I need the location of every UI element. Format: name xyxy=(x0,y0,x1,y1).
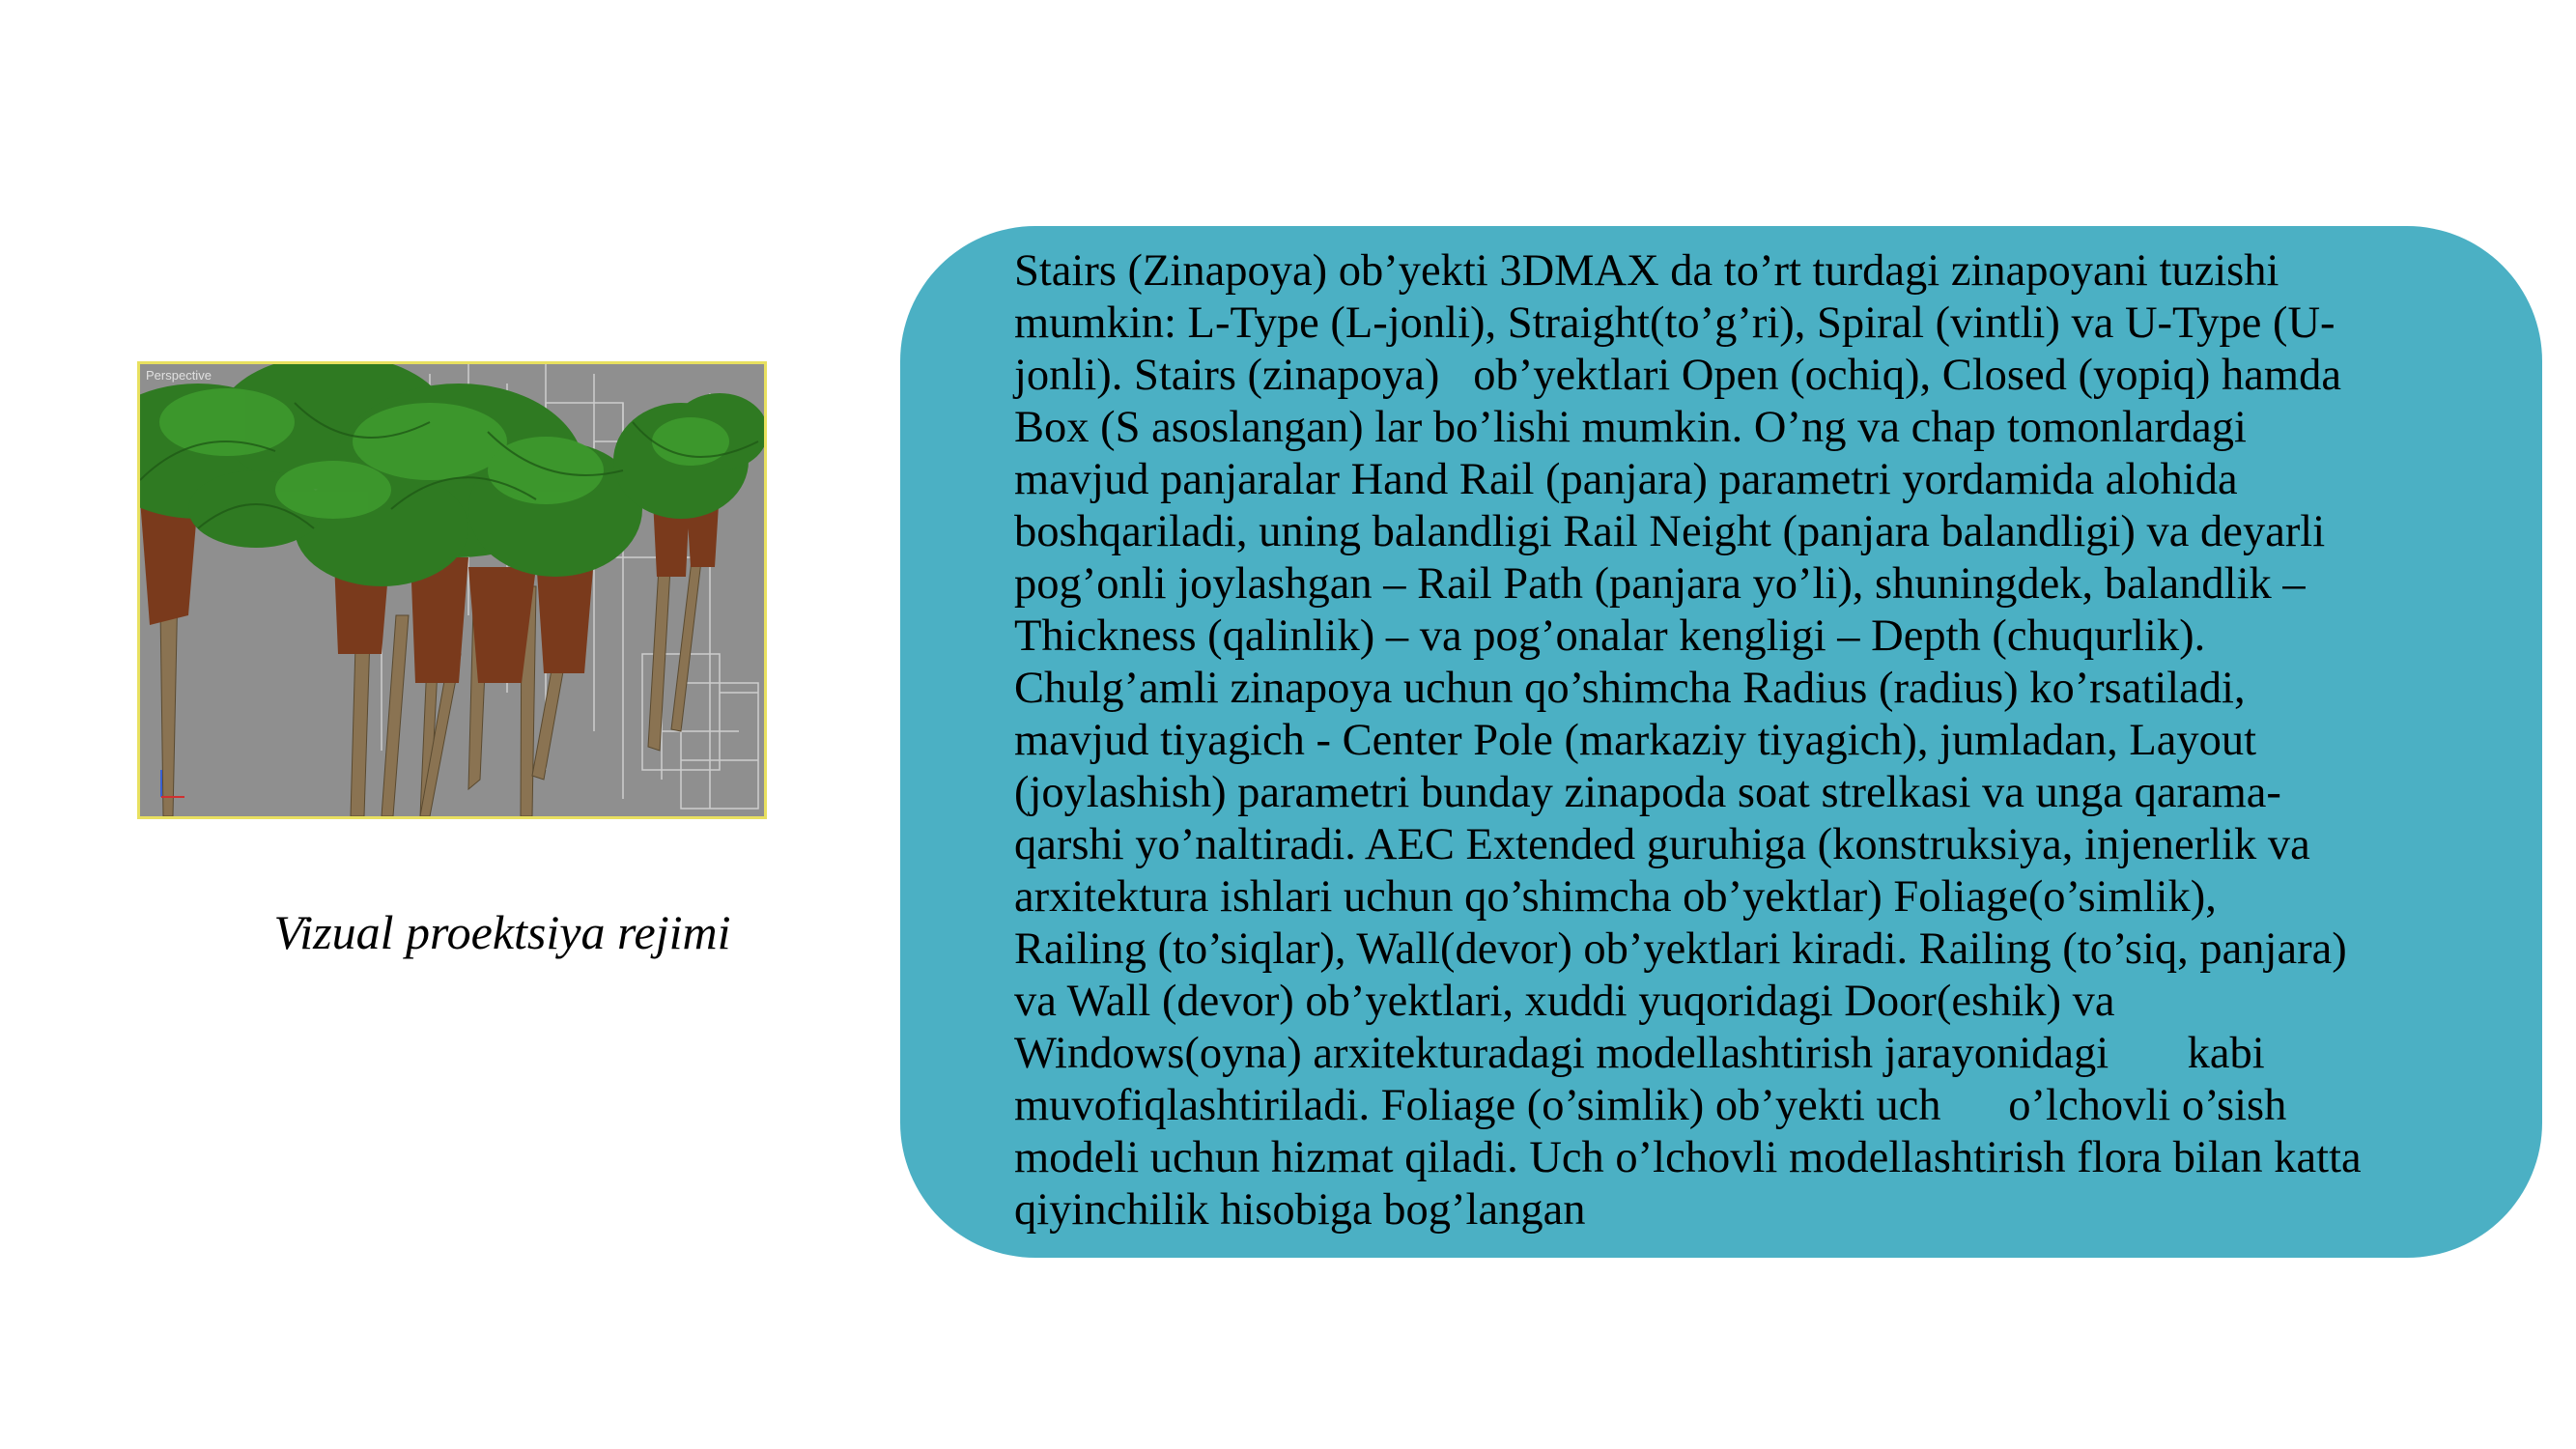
viewport-label: Perspective xyxy=(146,368,212,383)
description-line: Box (S asoslangan) lar bo’lishi mumkin. O’ng va chap tomonlardagi xyxy=(1014,403,2247,452)
description-line: va Wall (devor) ob’yektlari, xuddi yuqoridagi Door(eshik) va xyxy=(1014,977,2115,1026)
viewport-image xyxy=(137,361,767,819)
description-panel xyxy=(900,226,2542,1258)
description-line: modeli uchun hizmat qiladi. Uch o’lchovli modellashtirish flora bilan katta xyxy=(1014,1133,2362,1182)
description-line: jonli). Stairs (zinapoya) ob’yektlari Open (ochiq), Closed (yopiq) hamda xyxy=(1014,351,2341,400)
description-line: Stairs (Zinapoya) ob’yekti 3DMAX da to’rt turdagi zinapoyani tuzishi xyxy=(1014,246,2279,296)
description-line: mavjud tiyagich - Center Pole (markaziy tiyagich), jumladan, Layout xyxy=(1014,716,2257,765)
description-line: pog’onli joylashgan – Rail Path (panjara yo’li), shuningdek, balandlik – xyxy=(1014,559,2306,609)
description-line: Thickness (qalinlik) – va pog’onalar kengligi – Depth (chuqurlik). xyxy=(1014,611,2206,661)
description-line: mavjud panjaralar Hand Rail (panjara) parametri yordamida alohida xyxy=(1014,455,2238,504)
description-line: muvofiqlashtiriladi. Foliage (o’simlik) ob’yekti uch o’lchovli o’sish xyxy=(1014,1081,2287,1130)
description-line: Windows(oyna) arxitekturadagi modellashtirish jarayonidagi kabi xyxy=(1014,1029,2265,1078)
description-line: arxitektura ishlari uchun qo’shimcha ob’yektlar) Foliage(o’simlik), xyxy=(1014,872,2217,922)
description-line: mumkin: L-Type (L-jonli), Straight(to’g’ri), Spiral (vintli) va U-Type (U- xyxy=(1014,298,2335,348)
description-line: qiyinchilik hisobiga bog’langan xyxy=(1014,1185,1586,1235)
description-line: qarshi yo’naltiradi. AEC Extended guruhiga (konstruksiya, injenerlik va xyxy=(1014,820,2310,869)
palm-trees-render xyxy=(140,364,764,816)
description-line: Chulg’amli zinapoya uchun qo’shimcha Radius (radius) ko’rsatiladi, xyxy=(1014,664,2246,713)
description-line: boshqariladi, uning balandligi Rail Neight (panjara balandligi) va deyarli xyxy=(1014,507,2326,556)
image-caption: Vizual proektsiya rejimi xyxy=(273,905,731,959)
description-line: (joylashish) parametri bunday zinapoda soat strelkasi va unga qarama- xyxy=(1014,768,2281,817)
description-line: Railing (to’siqlar), Wall(devor) ob’yektlari kiradi. Railing (to’siq, panjara) xyxy=(1014,924,2347,974)
